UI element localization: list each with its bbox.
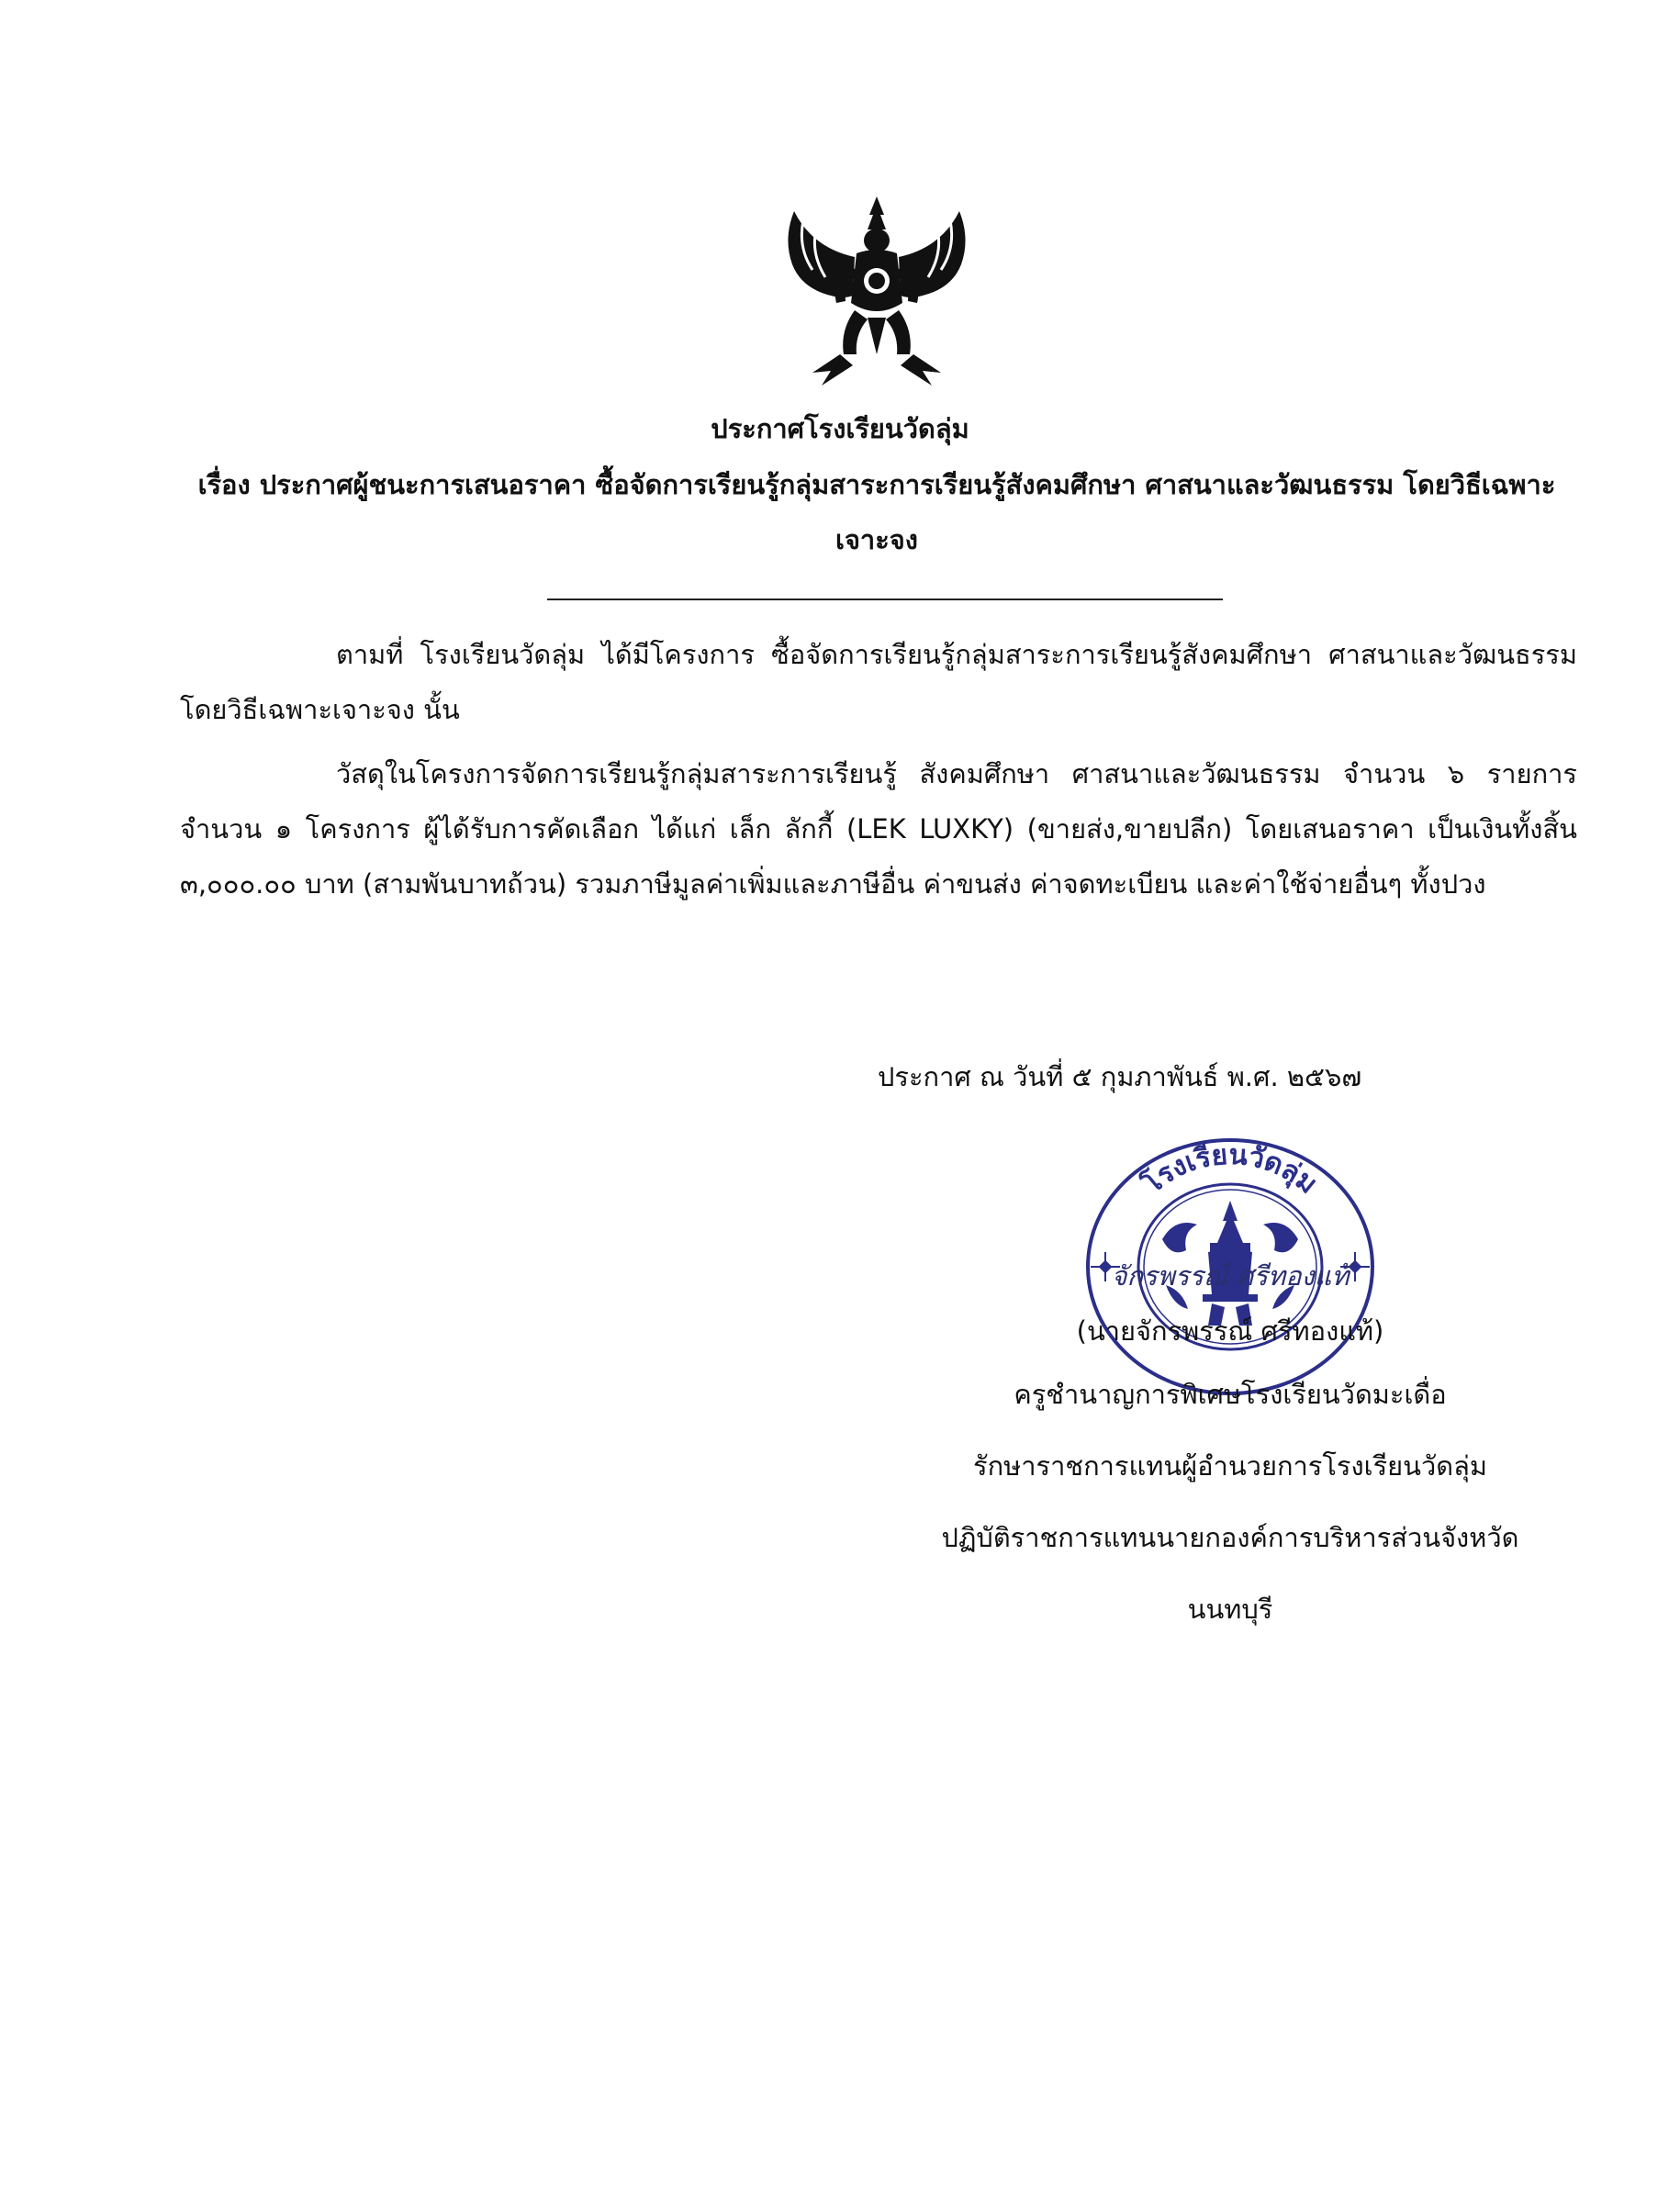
announcement-subject: เรื่อง ประกาศผู้ชนะการเสนอราคา ซื้อจัดการเรียนรู้กลุ่มสาระการเรียนรู้สังคมศึกษา ศาสนาและวัฒนธรรม โดยวิธีเฉพาะเจาะจง: [197, 469, 1556, 555]
garuda-emblem-icon: [776, 193, 978, 390]
announcement-date: ประกาศ ณ วันที่ ๕ กุมภาพันธ์ พ.ศ. ๒๕๖๗: [878, 1061, 1362, 1092]
handwritten-signature: จักรพรรณ์ ศรีทองแท้: [1111, 1260, 1350, 1292]
signature-block: [826, 1248, 1634, 1645]
announcement-title: ประกาศโรงเรียนวัดลุ่ม: [711, 413, 969, 444]
body-paragraph-1: ตามที่ โรงเรียนวัดลุ่ม ได้มีโครงการ ซื้อจัดการเรียนรู้กลุ่มสาระการเรียนรู้สังคมศึกษา ศาสนาและวัฒนธรรม โดยวิธีเฉพาะเจาะจง นั้น: [180, 639, 1577, 725]
printed-name: (นายจักรพรรณ์ ศรีทองแท้): [1076, 1315, 1384, 1347]
signer-position-1: ครูชำนาญการพิเศษโรงเรียนวัดมะเดื่อ: [1014, 1379, 1447, 1410]
signer-position-4: นนทบุรี: [1187, 1594, 1273, 1625]
header-divider: [547, 599, 1223, 600]
svg-text:โรงเรียนวัดลุ่ม: โรงเรียนวัดลุ่ม: [1137, 1138, 1324, 1201]
signer-position-2: รักษาราชการแทนผู้อำนวยการโรงเรียนวัดลุ่ม: [973, 1450, 1487, 1482]
signer-position-3: ปฏิบัติราชการแทนนายกองค์การบริหารส่วนจังหวัด: [941, 1522, 1519, 1553]
body-paragraph-2: วัสดุในโครงการจัดการเรียนรู้กลุ่มสาระการเรียนรู้ สังคมศึกษา ศาสนาและวัฒนธรรม จำนวน ๖ รายการ จำนวน ๑ โครงการ ผู้ได้รับการคัดเลือก ได้แก่ เล็ก ลักกี้ (LEK LUXKY) (ขายส่ง,ขายปลีก) โดยเสนอราคา เป็นเงินทั้งสิ้น ๓,๐๐๐.๐๐ บาท (สามพันบาทถ้วน) รวมภาษีมูลค่าเพิ่มและภาษีอื่น ค่าขนส่ง ค่าจดทะเบียน และค่าใช้จ่ายอื่นๆ ทั้งปวง: [180, 758, 1577, 900]
